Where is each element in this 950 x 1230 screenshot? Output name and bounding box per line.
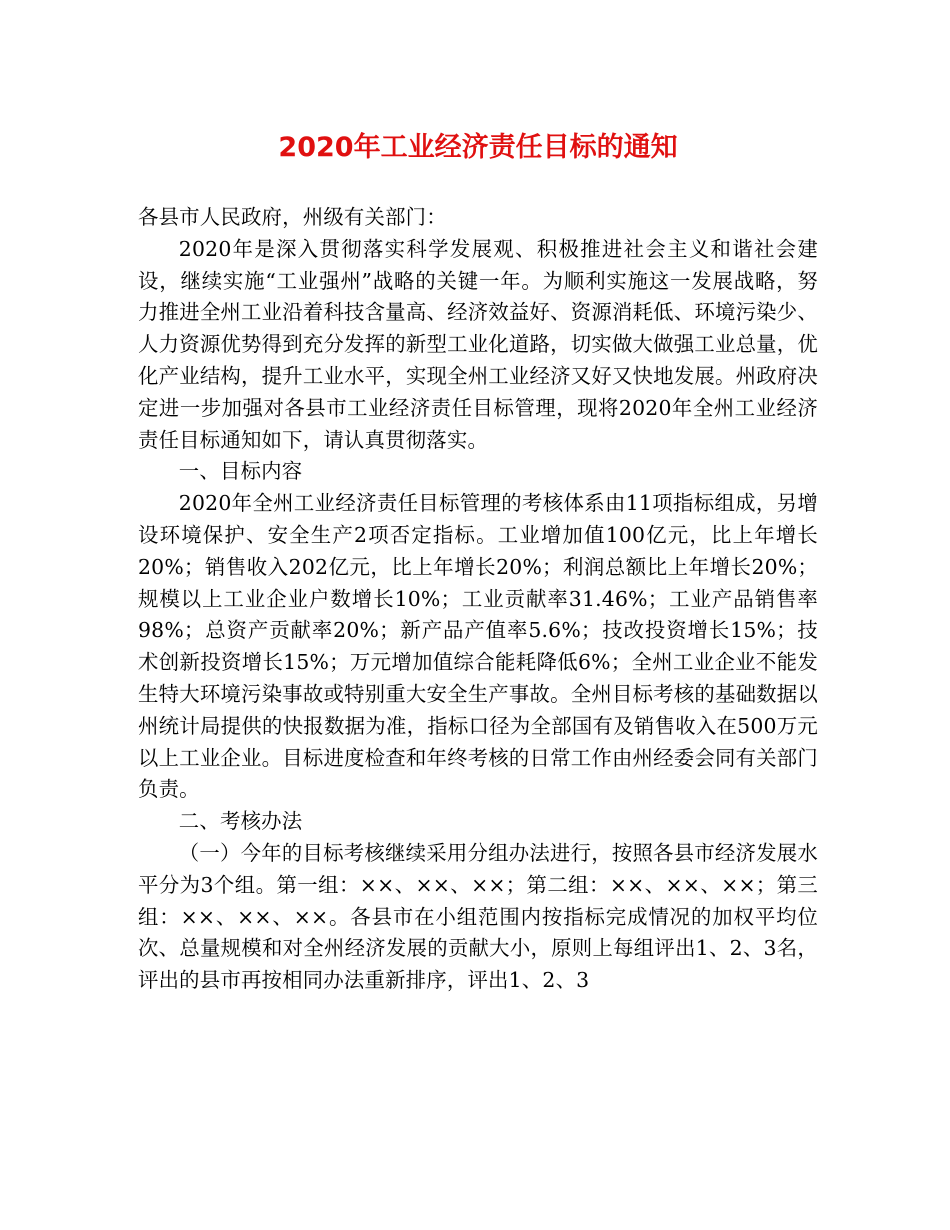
- section-heading-assessment: 二、考核办法: [178, 809, 303, 834]
- section-heading-targets: 一、目标内容: [178, 459, 303, 484]
- paragraph-targets: 2020年全州工业经济责任目标管理的考核体系由11项指标组成，另增设环境保护、安全生产2项否定指标。工业增加值100亿元，比上年增长20%；销售收入202亿元，比上年增长20%；利润总额比上年增长20%；规模以上工业企业户数增长10%；工业贡献率31.46%；工业产品销售率98%；总资产贡献率20%；新产品产值率5.6%；技改投资增长15%；技术创新投资增长15%；万元增加值综合能耗降低6%；全州工业企业不能发生特大环境污染事故或特别重大安全生产事故。全州目标考核的基础数据以州统计局提供的快报数据为准，指标口径为全部国有及销售收入在500万元以上工业企业。目标进度检查和年终考核的日常工作由州经委会同有关部门负责。: [138, 491, 818, 802]
- paragraph-intro: 2020年是深入贯彻落实科学发展观、积极推进社会主义和谐社会建设，继续实施“工业强州”战略的关键一年。为顺利实施这一发展战略，努力推进全州工业沿着科技含量高、经济效益好、资源消耗低、环境污染少、人力资源优势得到充分发挥的新型工业化道路，切实做大做强工业总量，优化产业结构，提升工业水平，实现全州工业经济又好又快地发展。州政府决定进一步加强对各县市工业经济责任目标管理，现将2020年全州工业经济责任目标通知如下，请认真贯彻落实。: [138, 236, 818, 452]
- paragraph-assessment: （一）今年的目标考核继续采用分组办法进行，按照各县市经济发展水平分为3个组。第一组：××、××、××；第二组：××、××、××；第三组：××、××、××。各县市在小组范围内按指标完成情况的加权平均位次、总量规模和对全州经济发展的贡献大小，原则上每组评出1、2、3名，评出的县市再按相同办法重新排序，评出1、2、3: [138, 840, 818, 993]
- document-title: 2020年工业经济责任目标的通知: [278, 132, 678, 163]
- salutation: 各县市人民政府，州级有关部门：: [138, 205, 447, 229]
